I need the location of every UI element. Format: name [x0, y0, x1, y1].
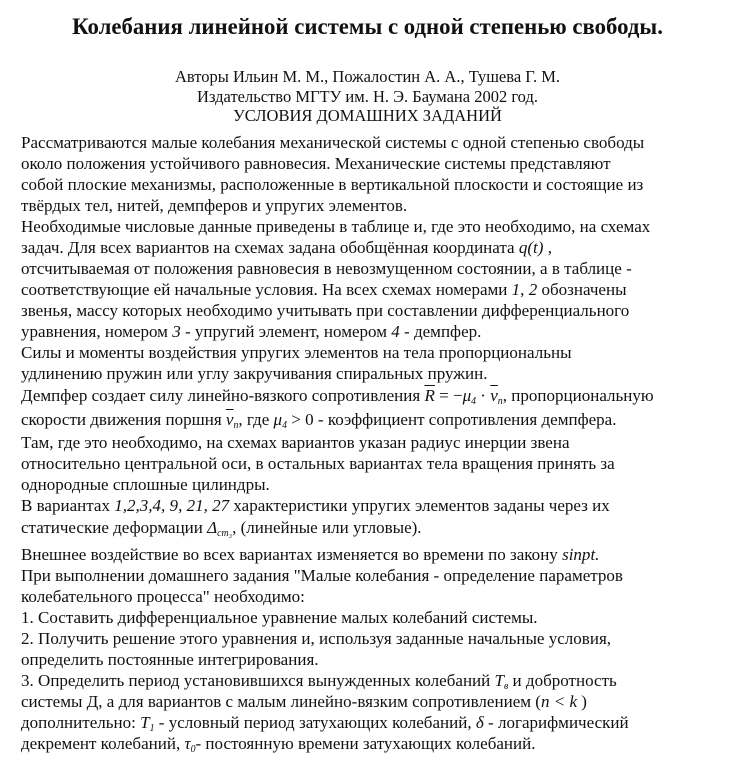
text-line	[21, 691, 711, 712]
paragraph-damper	[21, 384, 721, 432]
text-fragment: , где	[238, 410, 274, 429]
number-ref: 3	[172, 322, 181, 341]
text-fragment: ,	[543, 238, 552, 257]
text-fragment: , (линейные или угловые).	[232, 518, 422, 537]
text-line: собой плоские механизмы, расположенные в вертикальной плоскости и состоящие из	[21, 175, 644, 194]
formula-symbol: $\overline{R}$	[424, 386, 435, 405]
text-fragment: - упругий элемент, номером	[180, 322, 392, 341]
text-line: Силы и моменты воздействия упругих элементов на тела пропорциональны	[21, 343, 572, 362]
formula-subscript: 1	[149, 723, 155, 734]
text-line	[21, 237, 711, 258]
number-ref: 1	[511, 280, 521, 299]
text-line: однородные сплошные цилиндры.	[21, 475, 270, 494]
text-fragment: соответствующие ей начальные условия. На всех схемах номерами	[21, 280, 512, 299]
text-fragment: ,	[520, 280, 529, 299]
text-line: отсчитываемая от положения равновесия в невозмущенном состоянии, а в таблице -	[21, 259, 632, 278]
text-fragment: 3. Определить период установившихся вынужденных колебаний	[21, 671, 495, 690]
paragraph-numeric-data	[21, 216, 721, 342]
text-line	[21, 544, 711, 565]
text-line: твёрдых тел, нитей, демпферов и упругих элементов.	[21, 196, 408, 215]
text-line	[21, 495, 711, 516]
text-line	[21, 408, 711, 432]
paragraph-inertia	[21, 432, 721, 495]
variant-list: 1,2,3,4, 9, 21, 27	[114, 496, 230, 515]
formula-subscript: п	[233, 420, 239, 431]
text-fragment: обозначены	[537, 280, 627, 299]
publisher-line: Издательство МГТУ им. Н. Э. Баумана 2002 год.	[197, 87, 538, 106]
formula-symbol: = −	[434, 386, 463, 405]
text-fragment: скорости движения поршня	[21, 410, 226, 429]
number-ref: 2	[528, 280, 538, 299]
text-line	[21, 733, 711, 754]
text-fragment: - демпфер.	[399, 322, 482, 341]
section-heading: УСЛОВИЯ ДОМАШНИХ ЗАДАНИЙ	[233, 106, 502, 125]
text-line: около положения устойчивого равновесия. Механические системы представляют	[21, 154, 611, 173]
text-line	[21, 516, 711, 540]
formula-subscript: 0	[190, 744, 196, 755]
number-ref: 4	[391, 322, 400, 341]
formula-symbol: τ	[184, 734, 191, 753]
text-fragment: дополнительно:	[21, 713, 141, 732]
text-fragment: статические деформации	[21, 518, 208, 537]
text-line: Рассматриваются малые колебания механической системы с одной степенью свободы	[21, 133, 645, 152]
formula-subscript: п	[497, 396, 503, 407]
text-line: Необходимые числовые данные приведены в таблице и, где это необходимо, на схемах	[21, 217, 651, 236]
text-line	[21, 384, 711, 408]
formula-symbol: $\overline{v}$	[225, 410, 234, 429]
text-line: звенья, массу которых необходимо учитывать при составлении дифференциального	[21, 301, 630, 320]
document-title: Колебания линейной системы с одной степенью свободы.	[72, 14, 663, 40]
formula-symbol: Δ	[207, 518, 218, 537]
generalized-coordinate: q(t)	[518, 238, 544, 257]
formula-subscript: 4	[282, 420, 288, 431]
damper-force-formula	[424, 386, 502, 405]
text-fragment: - постоянную времени затухающих колебаний.	[195, 734, 536, 753]
text-fragment: и добротность	[508, 671, 617, 690]
task-item-2: 2. Получить решение этого уравнения и, используя заданные начальные условия,	[21, 629, 612, 648]
text-fragment: - логарифмический	[483, 713, 629, 732]
task-list	[21, 607, 721, 754]
text-line: определить постоянные интегрирования.	[21, 650, 319, 669]
formula-symbol: μ	[273, 410, 283, 429]
text-line	[21, 279, 711, 300]
text-fragment: , пропорциональную	[502, 386, 654, 405]
authors-line: Авторы Ильин М. М., Пожалостин А. А., Тушева Г. М.	[174, 67, 560, 86]
text-fragment: - коэффициент сопротивления демпфера.	[313, 410, 617, 429]
text-line: удлинению пружин или углу закручивания спиральных пружин.	[21, 364, 488, 383]
text-fragment: В вариантах	[21, 496, 115, 515]
task-item-3	[21, 670, 711, 691]
formula-symbol: T	[494, 671, 505, 690]
text-fragment: - условный период затухающих колебаний,	[154, 713, 476, 732]
formula-symbol: μ	[462, 386, 472, 405]
paragraph-variants	[21, 495, 721, 540]
formula-subscript: в	[504, 681, 509, 692]
paragraph-forces	[21, 342, 721, 384]
text-line	[21, 712, 711, 733]
formula-subscript: 4	[471, 396, 477, 407]
text-fragment: системы Д, а для вариантов с малым линейно-вязким сопротивлением (	[21, 692, 541, 711]
text-fragment: задач. Для всех вариантов на схемах задана обобщённая координата	[21, 238, 519, 257]
text-line: При выполнении домашнего задания "Малые колебания - определение параметров	[21, 566, 623, 585]
text-line: Там, где это необходимо, на схемах вариантов указан радиус инерции звена	[21, 433, 570, 452]
text-fragment: Демпфер создает силу линейно-вязкого сопротивления	[21, 386, 425, 405]
text-fragment: )	[577, 692, 587, 711]
text-line: относительно центральной оси, в остальных вариантах тела вращения принять за	[21, 454, 615, 473]
text-fragment: характеристики упругих элементов заданы через их	[229, 496, 610, 515]
document-body	[21, 132, 721, 754]
formula-symbol: n < k	[540, 692, 578, 711]
formula-symbol: T	[140, 713, 150, 732]
text-fragment: Внешнее воздействие во всех вариантах изменяется во времени по закону	[21, 545, 563, 564]
formula-symbol: ·	[476, 386, 491, 405]
text-fragment: декремент колебаний,	[21, 734, 185, 753]
formula-symbol: > 0	[287, 410, 314, 429]
formula-symbol: $\overline{v}$	[490, 386, 498, 405]
text-fragment: уравнения, номером	[21, 322, 173, 341]
formula-symbol: δ	[475, 713, 484, 732]
force-law: sinpt.	[562, 545, 600, 564]
paragraph-external-force	[21, 544, 721, 607]
paragraph-intro	[21, 132, 721, 216]
text-line: колебательного процесса" необходимо:	[21, 587, 305, 606]
formula-subscript: cm₃	[217, 528, 233, 539]
task-item-1: 1. Составить дифференциальное уравнение малых колебаний системы.	[21, 608, 538, 627]
text-line	[21, 321, 711, 342]
